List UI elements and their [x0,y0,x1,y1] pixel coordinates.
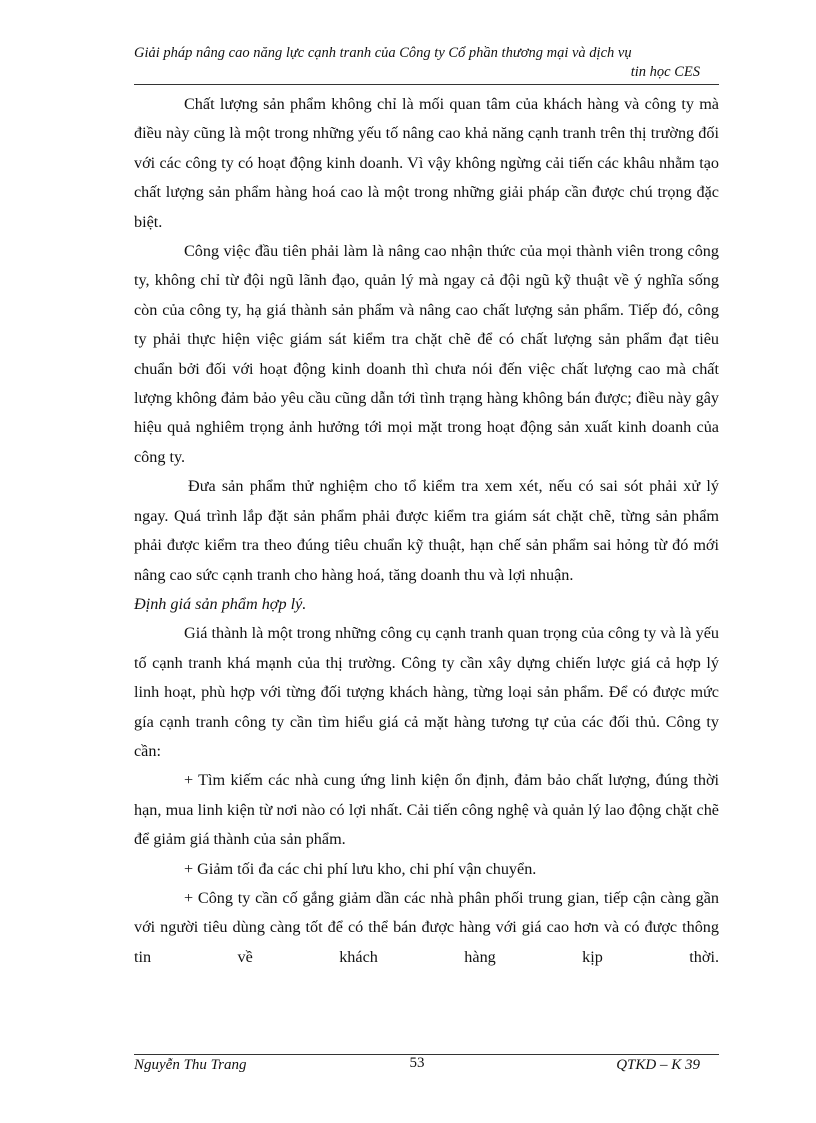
paragraph-7: + Công ty cần cố gắng giảm dần các nhà phân phối trung gian, tiếp cận càng gần với người tiêu dùng càng tốt để có thể bán được hàng với giá cao hơn và có được thông tin về khách hàng kịp thời. [134,888,719,966]
footer-author: Nguyễn Thu Trang [134,1057,247,1073]
page-header [134,44,700,82]
paragraph-6: + Giảm tối đa các chi phí lưu kho, chi phí vận chuyển. [184,859,537,878]
page-body [134,90,719,972]
subheading: Định giá sản phẩm hợp lý. [134,594,307,613]
paragraph-4: Giá thành là một trong những công cụ cạnh tranh quan trọng của công ty và là yếu tố cạnh tranh khá mạnh của thị trường. Công ty cần xây dựng chiến lược giá cả hợp lý linh hoạt, phù hợp với từng đối tượng khách hàng, từng loại sản phẩm. Để có được mức gía cạnh tranh công ty cần tìm hiểu giá cả mặt hàng tương tự của các đối thủ. Công ty cần: [134,624,719,760]
page-footer [134,1057,700,1077]
paragraph-5: + Tìm kiếm các nhà cung ứng linh kiện ổn định, đảm bảo chất lượng, đúng thời hạn, mua linh kiện từ nơi nào có lợi nhất. Cải tiến công nghệ và quản lý lao động chặt chẽ để giảm giá thành của sản phẩm. [134,771,719,849]
header-title-line2: tin học CES [630,64,700,80]
footer-class-code: QTKD – K 39 [616,1057,700,1073]
header-divider [134,84,719,85]
paragraph-1: Chất lượng sản phẩm không chỉ là mối quan tâm của khách hàng và công ty mà điều này cũng là một trong những yếu tố nâng cao khả năng cạnh tranh trên thị trường đối với các công ty có hoạt động kinh doanh. Vì vậy không ngừng cải tiến các khâu nhằm tạo chất lượng sản phẩm hàng hoá cao là một trong những giải pháp cần được chú trọng đặc biệt. [134,95,719,231]
page-number: 53 [409,1055,425,1071]
header-title-line1: Giải pháp nâng cao năng lực cạnh tranh của Công ty Cổ phần thương mại và dịch vụ [134,45,632,61]
paragraph-3: Đưa sản phẩm thử nghiệm cho tổ kiểm tra xem xét, nếu có sai sót phải xử lý ngay. Quá trình lắp đặt sản phẩm phải được kiểm tra giám sát chặt chẽ, từng sản phẩm phải được kiểm tra theo đúng tiêu chuẩn kỹ thuật, hạn chế sản phẩm sai hỏng từ đó mới nâng cao sức cạnh tranh cho hàng hoá, tăng doanh thu và lợi nhuận. [134,477,719,584]
paragraph-2: Công việc đầu tiên phải làm là nâng cao nhận thức của mọi thành viên trong công ty, không chỉ từ đội ngũ lãnh đạo, quản lý mà ngay cả đội ngũ kỹ thuật về ý nghĩa sống còn của công ty, hạ giá thành sản phẩm và nâng cao chất lượng sản phẩm. Tiếp đó, công ty phải thực hiện việc giám sát kiểm tra chặt chẽ để có chất lượng sản phẩm đạt tiêu chuẩn bởi đối với hoạt động kinh doanh thì chưa nói đến việc chất lượng cao mà chất lượng không đảm bảo yêu cầu cũng dẫn tới tình trạng hàng không bán được; điều này gây hiệu quả nghiêm trọng ảnh hưởng tới mọi mặt trong hoạt động sản xuất kinh doanh của công ty. [134,242,719,466]
